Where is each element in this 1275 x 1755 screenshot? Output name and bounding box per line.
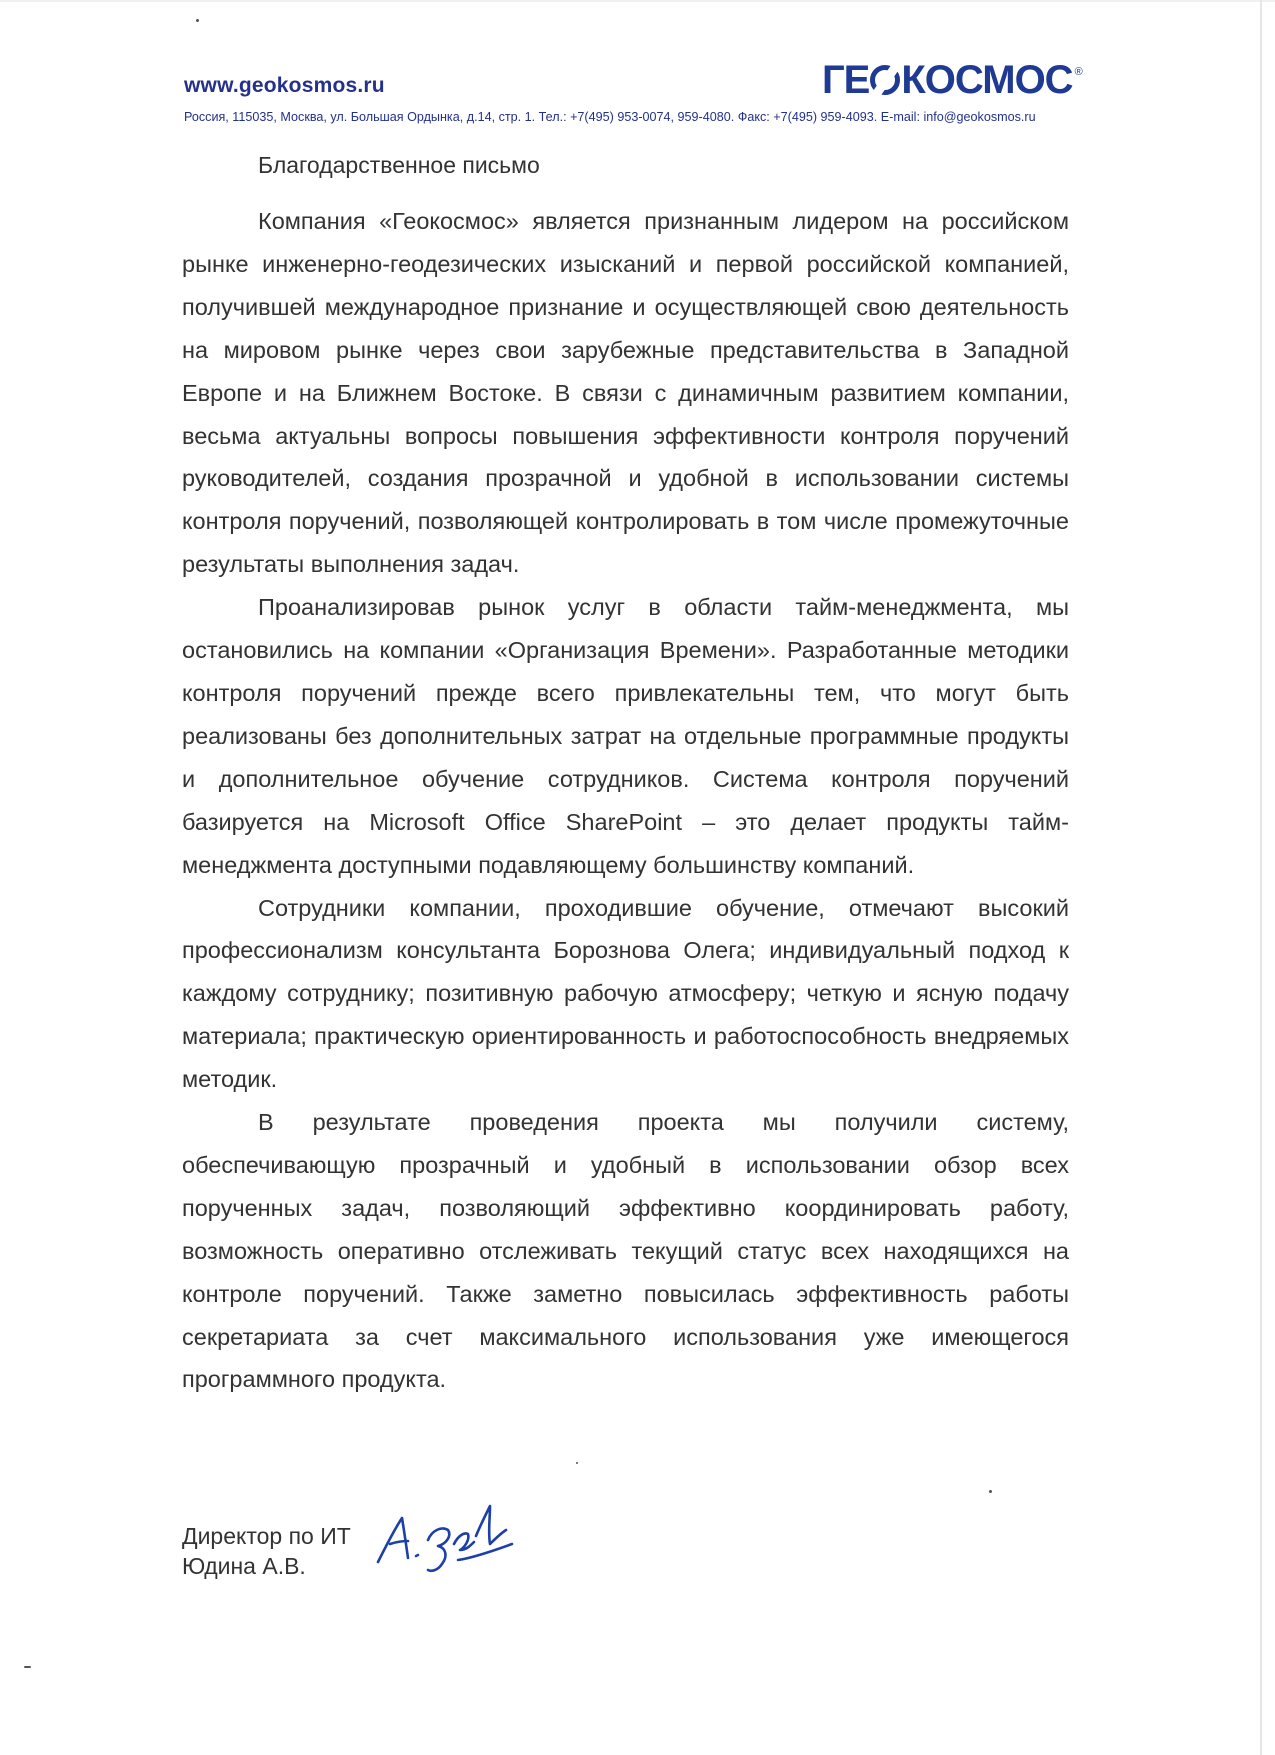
letter-body bbox=[182, 200, 1069, 1401]
logo-text-end: КОСМОС bbox=[901, 57, 1073, 102]
scan-edge-right bbox=[1260, 0, 1262, 1755]
logo-ring-icon bbox=[870, 65, 900, 95]
paragraph: Компания «Геокосмос» является признанным лидером на российском рынке инженерно-геодезических изысканий и первой российской компанией, получившей международное признание и осуществляющей свою деятельность на мировом рынке через свои зарубежные представительства в Западной Европе и на Ближнем Востоке. В связи с динамичным развитием компании, весьма актуальны вопросы повышения эффективности контроля поручений руководителей, создания прозрачной и удобной в использовании системы контроля поручений, позволяющей контролировать в том числе промежуточные результаты выполнения задач. bbox=[182, 208, 1069, 578]
registered-mark: ® bbox=[1074, 66, 1082, 78]
paragraph: В результате проведения проекта мы получили систему, обеспечивающую прозрачный и удобный в использовании обзор всех порученных задач, позволяющий эффективно координировать работу, возможность оперативно отслеживать текущий статус всех находящихся на контроле поручений. Также заметно повысилась эффективность работы секретариата за счет максимального использования уже имеющегося программного продукта. bbox=[182, 1109, 1069, 1393]
paragraph: Сотрудники компании, проходившие обучение, отмечают высокий профессионализм консультанта Борознова Олега; индивидуальный подход к каждому сотруднику; позитивную рабочую атмосферу; четкую и ясную подачу материала; практическую ориентированность и работоспособность внедряемых методик. bbox=[182, 894, 1069, 1093]
scan-speck bbox=[196, 19, 199, 22]
signatory-title: Директор по ИТ bbox=[182, 1523, 351, 1549]
signatory-name: Юдина А.В. bbox=[182, 1553, 306, 1579]
company-website[interactable]: www.geokosmos.ru bbox=[184, 74, 385, 97]
company-address: Россия, 115035, Москва, ул. Большая Ордынка, д.14, стр. 1. Тел.: +7(495) 953-0074, 959-4080. Факс: +7(495) 959-4093. E-mail: info@geokosmos.ru bbox=[184, 110, 1036, 124]
scan-speck bbox=[576, 1462, 578, 1464]
logo-text-start: ГЕ bbox=[822, 57, 870, 102]
company-logo bbox=[822, 58, 1082, 102]
handwritten-signature bbox=[372, 1500, 522, 1580]
scan-speck bbox=[24, 1666, 31, 1668]
scan-edge-top bbox=[0, 0, 1275, 2]
paragraph: Проанализировав рынок услуг в области тайм-менеджмента, мы остановились на компании «Организация Времени». Разработанные методики контроля поручений прежде всего привлекательны тем, что могут быть реализованы без дополнительных затрат на отдельные программные продукты и дополнительное обучение сотрудников. Система контроля поручений базируется на Microsoft Office SharePoint – это делает продукты тайм-менеджмента доступными подавляющему большинству компаний. bbox=[182, 594, 1069, 878]
scan-speck bbox=[989, 1490, 992, 1493]
letter-title: Благодарственное письмо bbox=[258, 152, 540, 178]
